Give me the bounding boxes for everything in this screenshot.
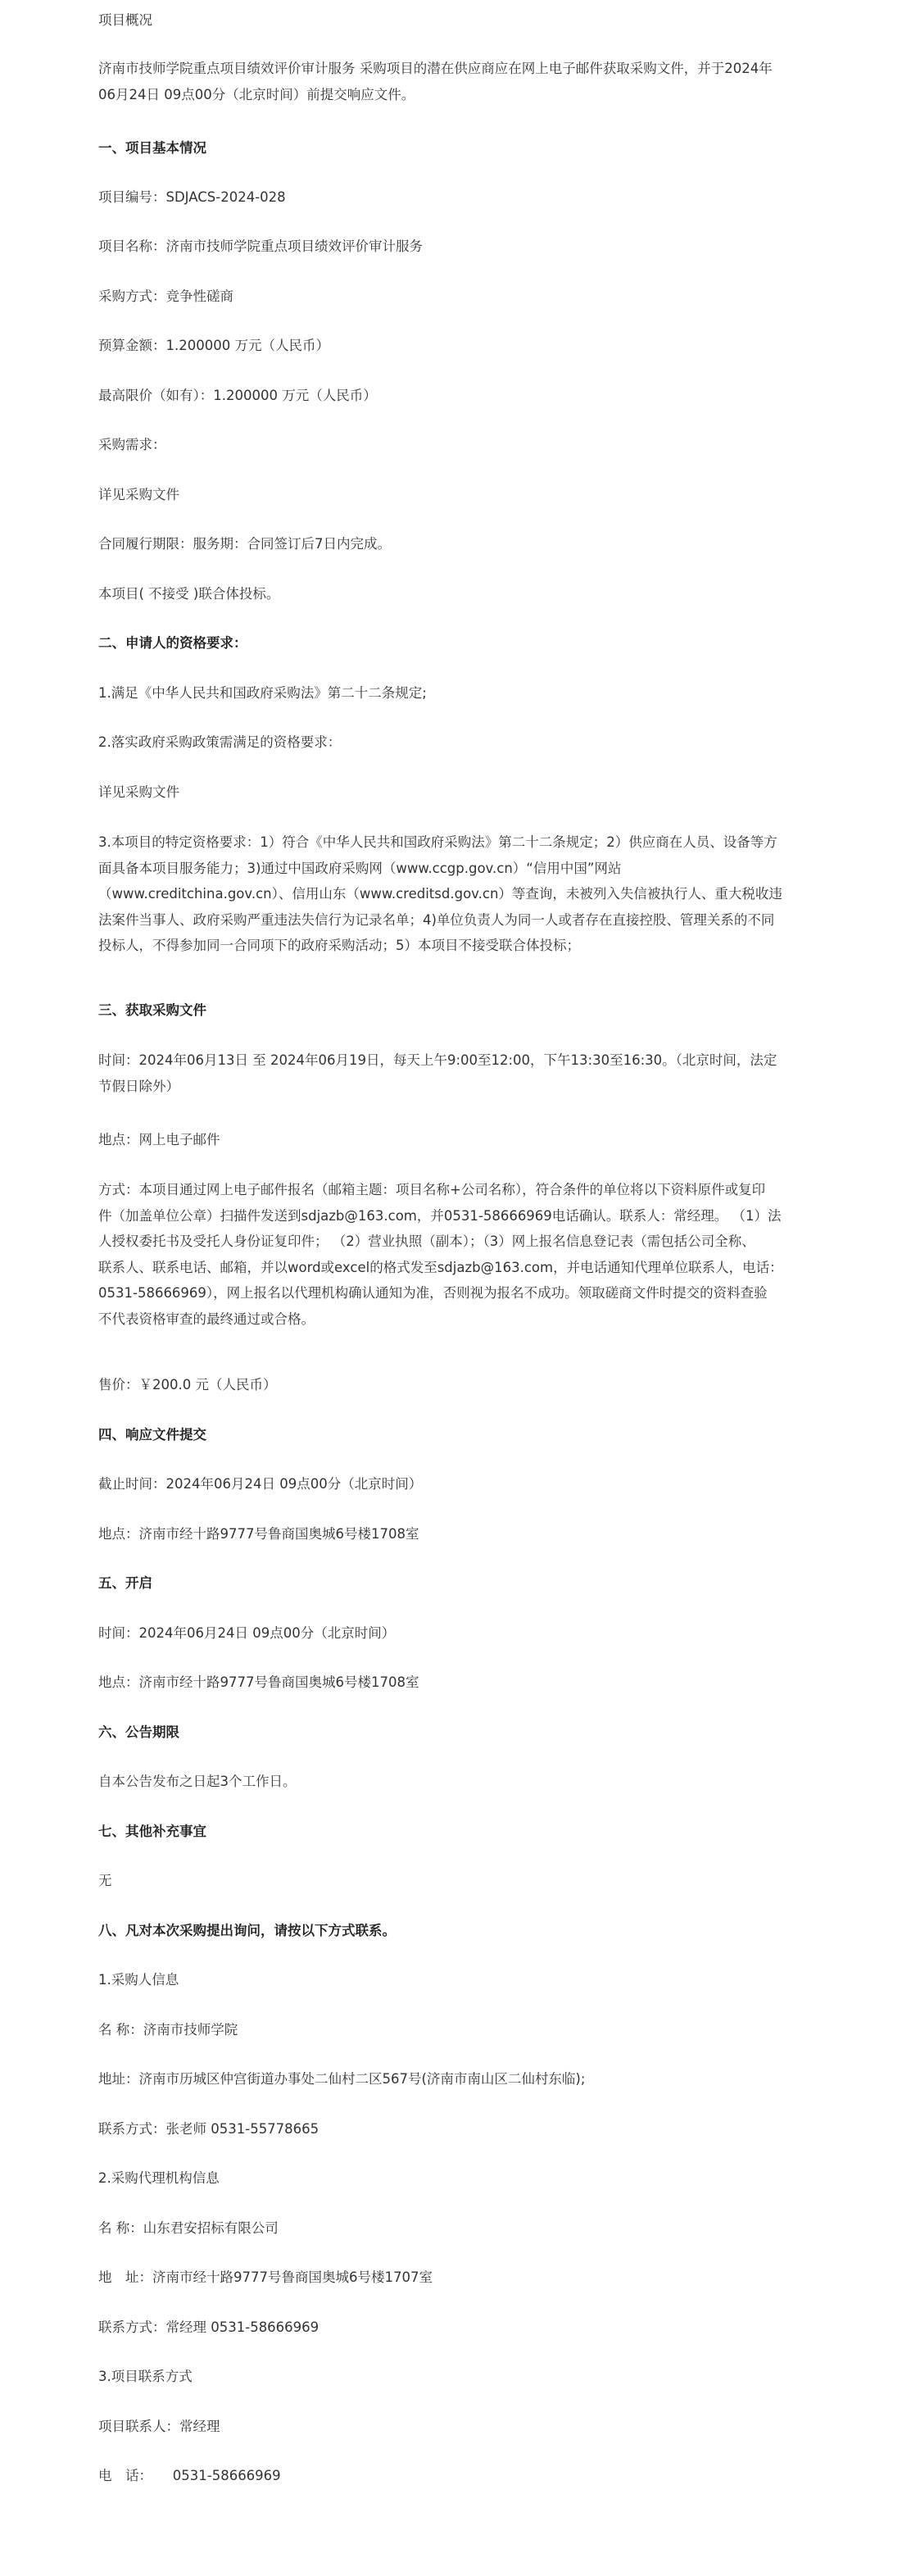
requirement-3-line: 3.本项目的特定资格要求：1）符合《中华人民共和国政府采购法》第二十二条规定；2）供应商在人员、设备等方 xyxy=(98,834,777,850)
agency-name: 名 称：山东君安招标有限公司 xyxy=(98,2220,279,2236)
project-contact-phone: 电 话： 0531-58666969 xyxy=(98,2468,281,2483)
buyer-address: 地址：济南市历城区仲宫街道办事处二仙村二区567号(济南市南山区二仙村东临); xyxy=(98,2071,586,2087)
section7-heading: 七、其他补充事宜 xyxy=(98,1824,206,1839)
requirement-3-line: 面具备本项目服务能力；3)通过中国政府采购网（www.ccgp.gov.cn）“信用中国”网站 xyxy=(98,860,622,876)
budget-amount: 预算金额：1.200000 万元（人民币） xyxy=(98,338,329,353)
procurement-needs-label: 采购需求： xyxy=(98,437,166,452)
agency-info-title: 2.采购代理机构信息 xyxy=(98,2170,220,2186)
requirement-3-line: 法案件当事人、政府采购严重违法失信行为记录名单；4)单位负责人为同一人或者存在直接控股、管理关系的不同 xyxy=(98,911,775,928)
acquisition-method-line: 0531-58666969），网上报名以代理机构确认通知为准，否则视为报名不成功。领取磋商文件时提交的资料查验 xyxy=(98,1285,768,1301)
procurement-method: 采购方式：竞争性磋商 xyxy=(98,288,233,304)
submission-deadline: 截止时间：2024年06月24日 09点00分（北京时间） xyxy=(98,1476,423,1492)
agency-contact: 联系方式：常经理 0531-58666969 xyxy=(98,2319,320,2335)
max-price: 最高限价（如有）：1.200000 万元（人民币） xyxy=(98,388,377,403)
acquisition-place: 地点：网上电子邮件 xyxy=(98,1132,220,1147)
acquisition-time-line: 节假日除外） xyxy=(98,1078,179,1094)
buyer-info-title: 1.采购人信息 xyxy=(98,1972,179,1988)
project-number: 项目编号：SDJACS-2024-028 xyxy=(98,189,286,205)
overview-title: 项目概况 xyxy=(98,12,152,28)
contract-period: 合同履行期限：服务期：合同签订后7日内完成。 xyxy=(98,536,391,552)
acquisition-method-line: 方式：本项目通过网上电子邮件报名（邮箱主题：项目名称+公司名称），符合条件的单位将以下资料原件或复印 xyxy=(98,1182,766,1197)
opening-place: 地点：济南市经十路9777号鲁商国奥城6号楼1708室 xyxy=(98,1674,419,1690)
submission-place: 地点：济南市经十路9777号鲁商国奥城6号楼1708室 xyxy=(98,1526,419,1542)
project-contact-person: 项目联系人：常经理 xyxy=(98,2419,220,2434)
buyer-name: 名 称：济南市技师学院 xyxy=(98,2022,238,2038)
requirement-3 xyxy=(98,829,841,959)
section1-heading: 一、项目基本情况 xyxy=(98,140,206,156)
requirement-3-line: 投标人，不得参加同一合同项下的政府采购活动；5）本项目不接受联合体投标； xyxy=(98,938,580,953)
acquisition-method-line: 件（加盖单位公章）扫描件发送到sdjazb@163.com，并0531-58666969电话确认。联系人：常经理。 （1）法 xyxy=(98,1207,782,1224)
intro-line: 06月24日 09点00分（北京时间）前提交响应文件。 xyxy=(98,86,415,102)
opening-time: 时间：2024年06月24日 09点00分（北京时间） xyxy=(98,1625,396,1641)
requirement-1: 1.满足《中华人民共和国政府采购法》第二十二条规定; xyxy=(98,685,427,701)
intro-line: 济南市技师学院重点项目绩效评价审计服务 采购项目的潜在供应商应在网上电子邮件获取采购文件，并于2024年 xyxy=(98,61,773,76)
supplementary-matters: 无 xyxy=(98,1873,112,1888)
section8-heading: 八、凡对本次采购提出询问，请按以下方式联系。 xyxy=(98,1923,396,1938)
overview-intro xyxy=(98,56,841,107)
agency-address: 地 址：济南市经十路9777号鲁商国奥城6号楼1707室 xyxy=(98,2269,433,2285)
project-contact-title: 3.项目联系方式 xyxy=(98,2369,193,2384)
consortium-policy: 本项目( 不接受 )联合体投标。 xyxy=(98,586,280,602)
buyer-contact: 联系方式：张老师 0531-55778665 xyxy=(98,2121,320,2137)
section4-heading: 四、响应文件提交 xyxy=(98,1427,206,1442)
acquisition-method xyxy=(98,1177,841,1332)
acquisition-time xyxy=(98,1047,841,1099)
requirement-2: 2.落实政府采购政策需满足的资格要求： xyxy=(98,734,342,750)
document-price: 售价：￥200.0 元（人民币） xyxy=(98,1377,277,1392)
section2-heading: 二、申请人的资格要求： xyxy=(98,635,247,651)
section5-heading: 五、开启 xyxy=(98,1575,152,1591)
notice-period: 自本公告发布之日起3个工作日。 xyxy=(98,1774,297,1789)
acquisition-time-line: 时间：2024年06月13日 至 2024年06月19日，每天上午9:00至12:00，下午13:30至16:30。（北京时间，法定 xyxy=(98,1052,777,1068)
project-name: 项目名称：济南市技师学院重点项目绩效评价审计服务 xyxy=(98,239,423,254)
requirement-3-line: （www.creditchina.gov.cn）、信用山东（www.creditsd.gov.cn）等查询，未被列入失信被执行人、重大税收违 xyxy=(98,886,782,902)
acquisition-method-line: 不代表资格审查的最终通过或合格。 xyxy=(98,1311,315,1327)
acquisition-method-line: 联系人、联系电话、邮箱，并以word或excel的格式发至sdjazb@163.com，并电话通知代理单位联系人，电话： xyxy=(98,1259,783,1275)
acquisition-method-line: 人授权委托书及受托人身份证复印件； （2）营业执照（副本）；（3）网上报名信息登记表（需包括公司全称、 xyxy=(98,1233,755,1249)
section6-heading: 六、公告期限 xyxy=(98,1724,179,1740)
section3-heading: 三、获取采购文件 xyxy=(98,1002,206,1018)
procurement-needs-value: 详见采购文件 xyxy=(98,487,179,502)
requirement-2-value: 详见采购文件 xyxy=(98,784,179,800)
